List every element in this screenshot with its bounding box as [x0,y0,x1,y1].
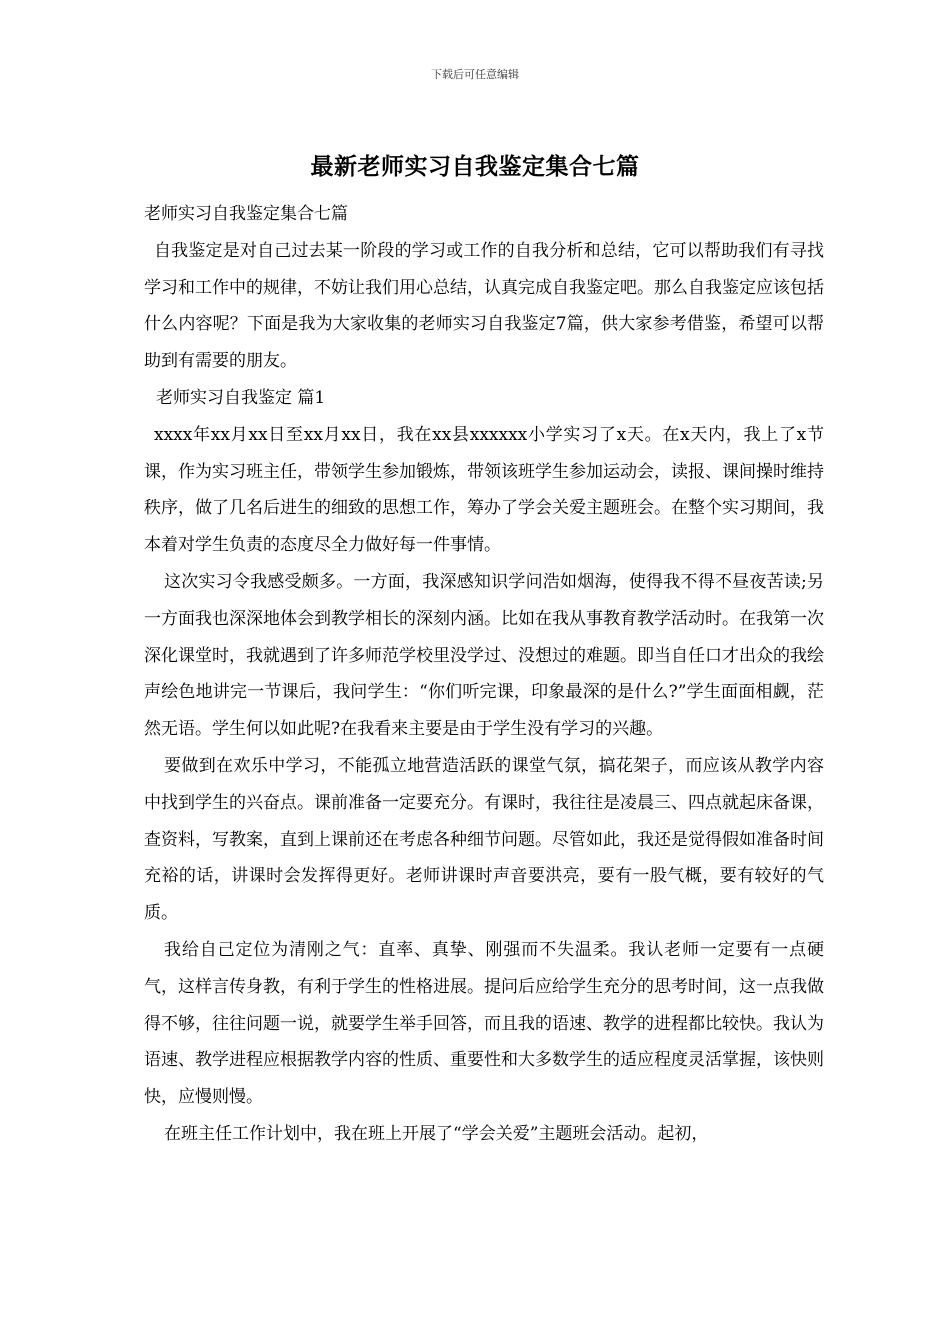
body-paragraph-3: 要做到在欢乐中学习，不能孤立地营造活跃的课堂气氛，搞花架子，而应该从教学内容中找到学生的兴奋点。课前准备一定要充分。有课时，我往往是凌晨三、四点就起床备课，查资料，写教案，直到上课前还在考虑各种细节问题。尽管如此，我还是觉得假如准备时间充裕的话，讲课时会发挥得更好。老师讲课时声音要洪亮，要有一股气概，要有较好的气质。 [144,755,824,924]
header-note: 下载后可任意编辑 [431,68,519,81]
document-subtitle: 老师实习自我鉴定集合七篇 [144,204,348,224]
document-body [144,196,824,1153]
body-paragraph-2: 这次实习令我感受颇多。一方面，我深感知识学问浩如烟海，使得我不得不昼夜苦读;另一方面我也深深地体会到教学相长的深刻内涵。比如在我从事教育教学活动时。在我第一次深化课堂时，我就遇到了许多师范学校里没学过、没想过的难题。即当自任口才出众的我绘声绘色地讲完一节课后，我问学生：“你们听完课，印象最深的是什么?”学生面面相觑，茫然无语。学生何以如此呢?在我看来主要是由于学生没有学习的兴趣。 [144,571,824,740]
section-heading: 老师实习自我鉴定 篇1 [156,387,326,408]
body-paragraph-1: xxxx年xx月xx日至xx月xx日，我在xx县xxxxxx小学实习了x天。在x天内，我上了x节课，作为实习班主任，带领学生参加锻炼，带领该班学生参加运动会，读报、课间操时维持秩序，做了几名后进生的细致的思想工作，筹办了学会关爱主题班会。在整个实习期间，我本着对学生负责的态度尽全力做好每一件事情。 [144,424,824,556]
document-title: 最新老师实习自我鉴定集合七篇 [310,153,640,180]
intro-paragraph: 自我鉴定是对自己过去某一阶段的学习或工作的自我分析和总结，它可以帮助我们有寻找学习和工作中的规律，不妨让我们用心总结，认真完成自我鉴定吧。那么自我鉴定应该包括什么内容呢？下面是我为大家收集的老师实习自我鉴定7篇，供大家参考借鉴，希望可以帮助到有需要的朋友。 [144,240,824,372]
body-paragraph-4: 我给自己定位为清刚之气：直率、真挚、刚强而不失温柔。我认老师一定要有一点硬气，这样言传身教，有利于学生的性格进展。提问后应给学生充分的思考时间，这一点我做得不够，往往问题一说，就要学生举手回答，而且我的语速、教学的进程都比较快。我认为语速、教学进程应根据教学内容的性质、重要性和大多数学生的适应程度灵活掌握，该快则快，应慢则慢。 [144,939,824,1108]
body-paragraph-5: 在班主任工作计划中，我在班上开展了“学会关爱”主题班会活动。起初， [164,1123,709,1144]
